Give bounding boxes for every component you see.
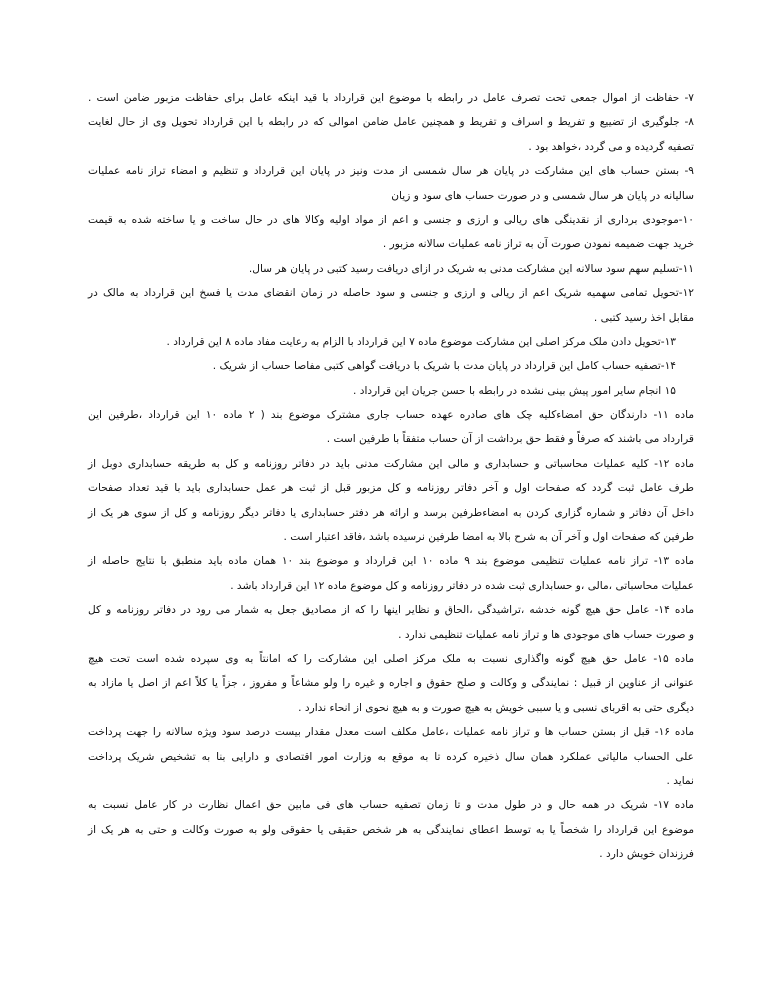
text-line: ۸- جلوگیری از تضییع و تفریط و اسراف و تفریط و همچنین عامل ضامن اموالی که در رابطه با این قرارداد تحویل وی از حال لغایت — [88, 116, 694, 129]
text-line: علی الحساب مالیاتی عملکرد همان سال ذخیره کرده تا به موقع به وزارت امور اقتصادی و دارایی بنا به تشخیص شریک پرداخت — [88, 750, 694, 763]
text-line: ۷- حفاظت از اموال جمعی تحت تصرف عامل در رابطه با موضوع این قرارداد با قید اینکه عامل برای حفاظت مزبور ضامن است . — [88, 92, 694, 104]
text-line: ماده ۱۵- عامل حق هیچ گونه واگذاری نسبت به ملک مرکز اصلی این مشارکت را که امانتاً به وی سپرده شده است تحت هیچ — [88, 652, 694, 665]
text-line: ماده ۱۲- کلیه عملیات محاسباتی و حسابداری و مالی این مشارکت مدنی باید در دفاتر روزنامه و کل به طریقه حسابداری دوبل از — [88, 457, 694, 470]
text-line: ۹- بستن حساب های این مشارکت در پایان هر سال شمسی از مدت ونیز در پایان این قرارداد و تنظیم و امضاء تراز نامه عملیات — [88, 165, 694, 178]
text-line: ۱۰-موجودی برداری از نقدینگی های ریالی و ارزی و جنسی و اعم از مواد اولیه وکالا های در حال ساخت و یا ساخته شده به قیمت — [88, 213, 694, 226]
text-line: مقابل اخذ رسید کتبی . — [593, 311, 694, 324]
text-line: ۱۱-تسلیم سهم سود سالانه این مشارکت مدنی به شریک در ازای دریافت رسید کتبی در پایان هر سال. — [248, 262, 694, 275]
text-line: ماده ۱۷- شریک در همه حال و در طول مدت و تا زمان تصفیه حساب های فی مابین حق اعمال نظارت در کار عامل نسبت به — [88, 799, 694, 812]
text-line: ماده ۱۶- قبل از بستن حساب ها و تراز نامه عملیات ،عامل مکلف است معدل مقدار بیست درصد سود ویژه سالانه را جهت پرداخت — [88, 726, 695, 739]
text-line: سالیانه در پایان هر سال شمسی و در صورت حساب های سود و زیان — [391, 189, 694, 202]
text-line: ۱۲-تحویل تمامی سهمیه شریک اعم از ریالی و ارزی و جنسی و سود حاصله در زمان انقضای مدت یا فسخ این قرارداد به مالک در — [88, 287, 694, 300]
text-line: قرارداد می باشند که صرفاً و فقط حق برداشت از آن حساب متفقاً با طرفین است . — [326, 433, 694, 446]
text-line: ماده ۱۱- دارندگان حق امضاءکلیه چک های صادره عهده حساب جاری مشترک موضوع بند ( ۲ ماده ۱۰ این قرارداد ،طرفین این — [88, 409, 695, 422]
text-line: دیگری حتی به اقربای نسبی و یا سببی خویش به هیچ صورت و به هیچ نحوی از انحاء ندارد . — [298, 701, 694, 714]
text-line: تصفیه گردیده و می گردد ،خواهد بود . — [528, 140, 694, 153]
text-line: ماده ۱۳- تراز نامه عملیات تنظیمی موضوع بند ۹ ماده ۱۰ این قرارداد و موضوع بند ۱۰ همان ماده باید منطبق با نتایج حاصله از — [88, 555, 695, 568]
document-page — [88, 86, 694, 867]
text-line: و صورت حساب های موجودی ها و تراز نامه عملیات تنظیمی ندارد . — [398, 628, 694, 641]
text-line: عنوانی از عناوین از قبیل : نمایندگی و وکالت و صلح حقوق و اجاره و غیره را ولو مشاعاً و مفروز ، جزاً یا کلاً اعم از اصل یا مازاد به — [88, 677, 694, 690]
text-line: موضوع این قرارداد را شخصاً یا به توسط اعطای نمایندگی به هر شخص حقیقی یا حقوقی ولو به صورت وکالت و حتی به هر یک از — [88, 823, 694, 836]
text-line: خرید جهت ضمیمه نمودن صورت آن به تراز نامه عملیات سالانه مزبور . — [382, 238, 694, 251]
text-line: ۱۳-تحویل دادن ملک مرکز اصلی این مشارکت موضوع ماده ۷ این قرارداد با الزام به رعایت مفاد ماده ۸ این قرارداد . — [166, 335, 676, 348]
text-line: عملیات محاسباتی ،مالی ،و حسابداری ثبت شده در دفاتر روزنامه و کل موضوع ماده ۱۲ این قرارداد باشد . — [230, 579, 694, 592]
text-line: ۱۵ انجام سایر امور پیش بینی نشده در رابطه با حسن جریان این قرارداد . — [353, 384, 676, 397]
text-line: ۱۴-تصفیه حساب کامل این قرارداد در پایان مدت با شریک با دریافت گواهی کتبی مفاصا حساب از شریک . — [212, 360, 676, 373]
text-line: داخل آن دفاتر و شماره گزاری کردن به امضاءطرفین برسد و ارائه هر دفتر حسابداری یا دفاتر دیگر روزنامه و کل از سوی هر یک از — [88, 506, 694, 519]
text-line: نماید . — [666, 774, 694, 787]
text-line: طرفین که صفحات اول و آخر آن به شرح بالا به امضا طرفین نرسیده باشد ،فاقد اعتبار است . — [283, 531, 694, 544]
text-line: فرزندان خویش دارد . — [599, 848, 694, 861]
text-line: ماده ۱۴- عامل حق هیچ گونه خدشه ،تراشیدگی ،الحاق و نظایر اینها را که از مصادیق جعل به شمار می رود در دفاتر روزنامه و کل — [88, 604, 694, 617]
text-line: طرف عامل ثبت گردد که صفحات اول و آخر دفاتر روزنامه و کل مزبور قبل از ثبت هر عمل حسابداری باید با قید تعداد صفحات — [88, 482, 694, 495]
